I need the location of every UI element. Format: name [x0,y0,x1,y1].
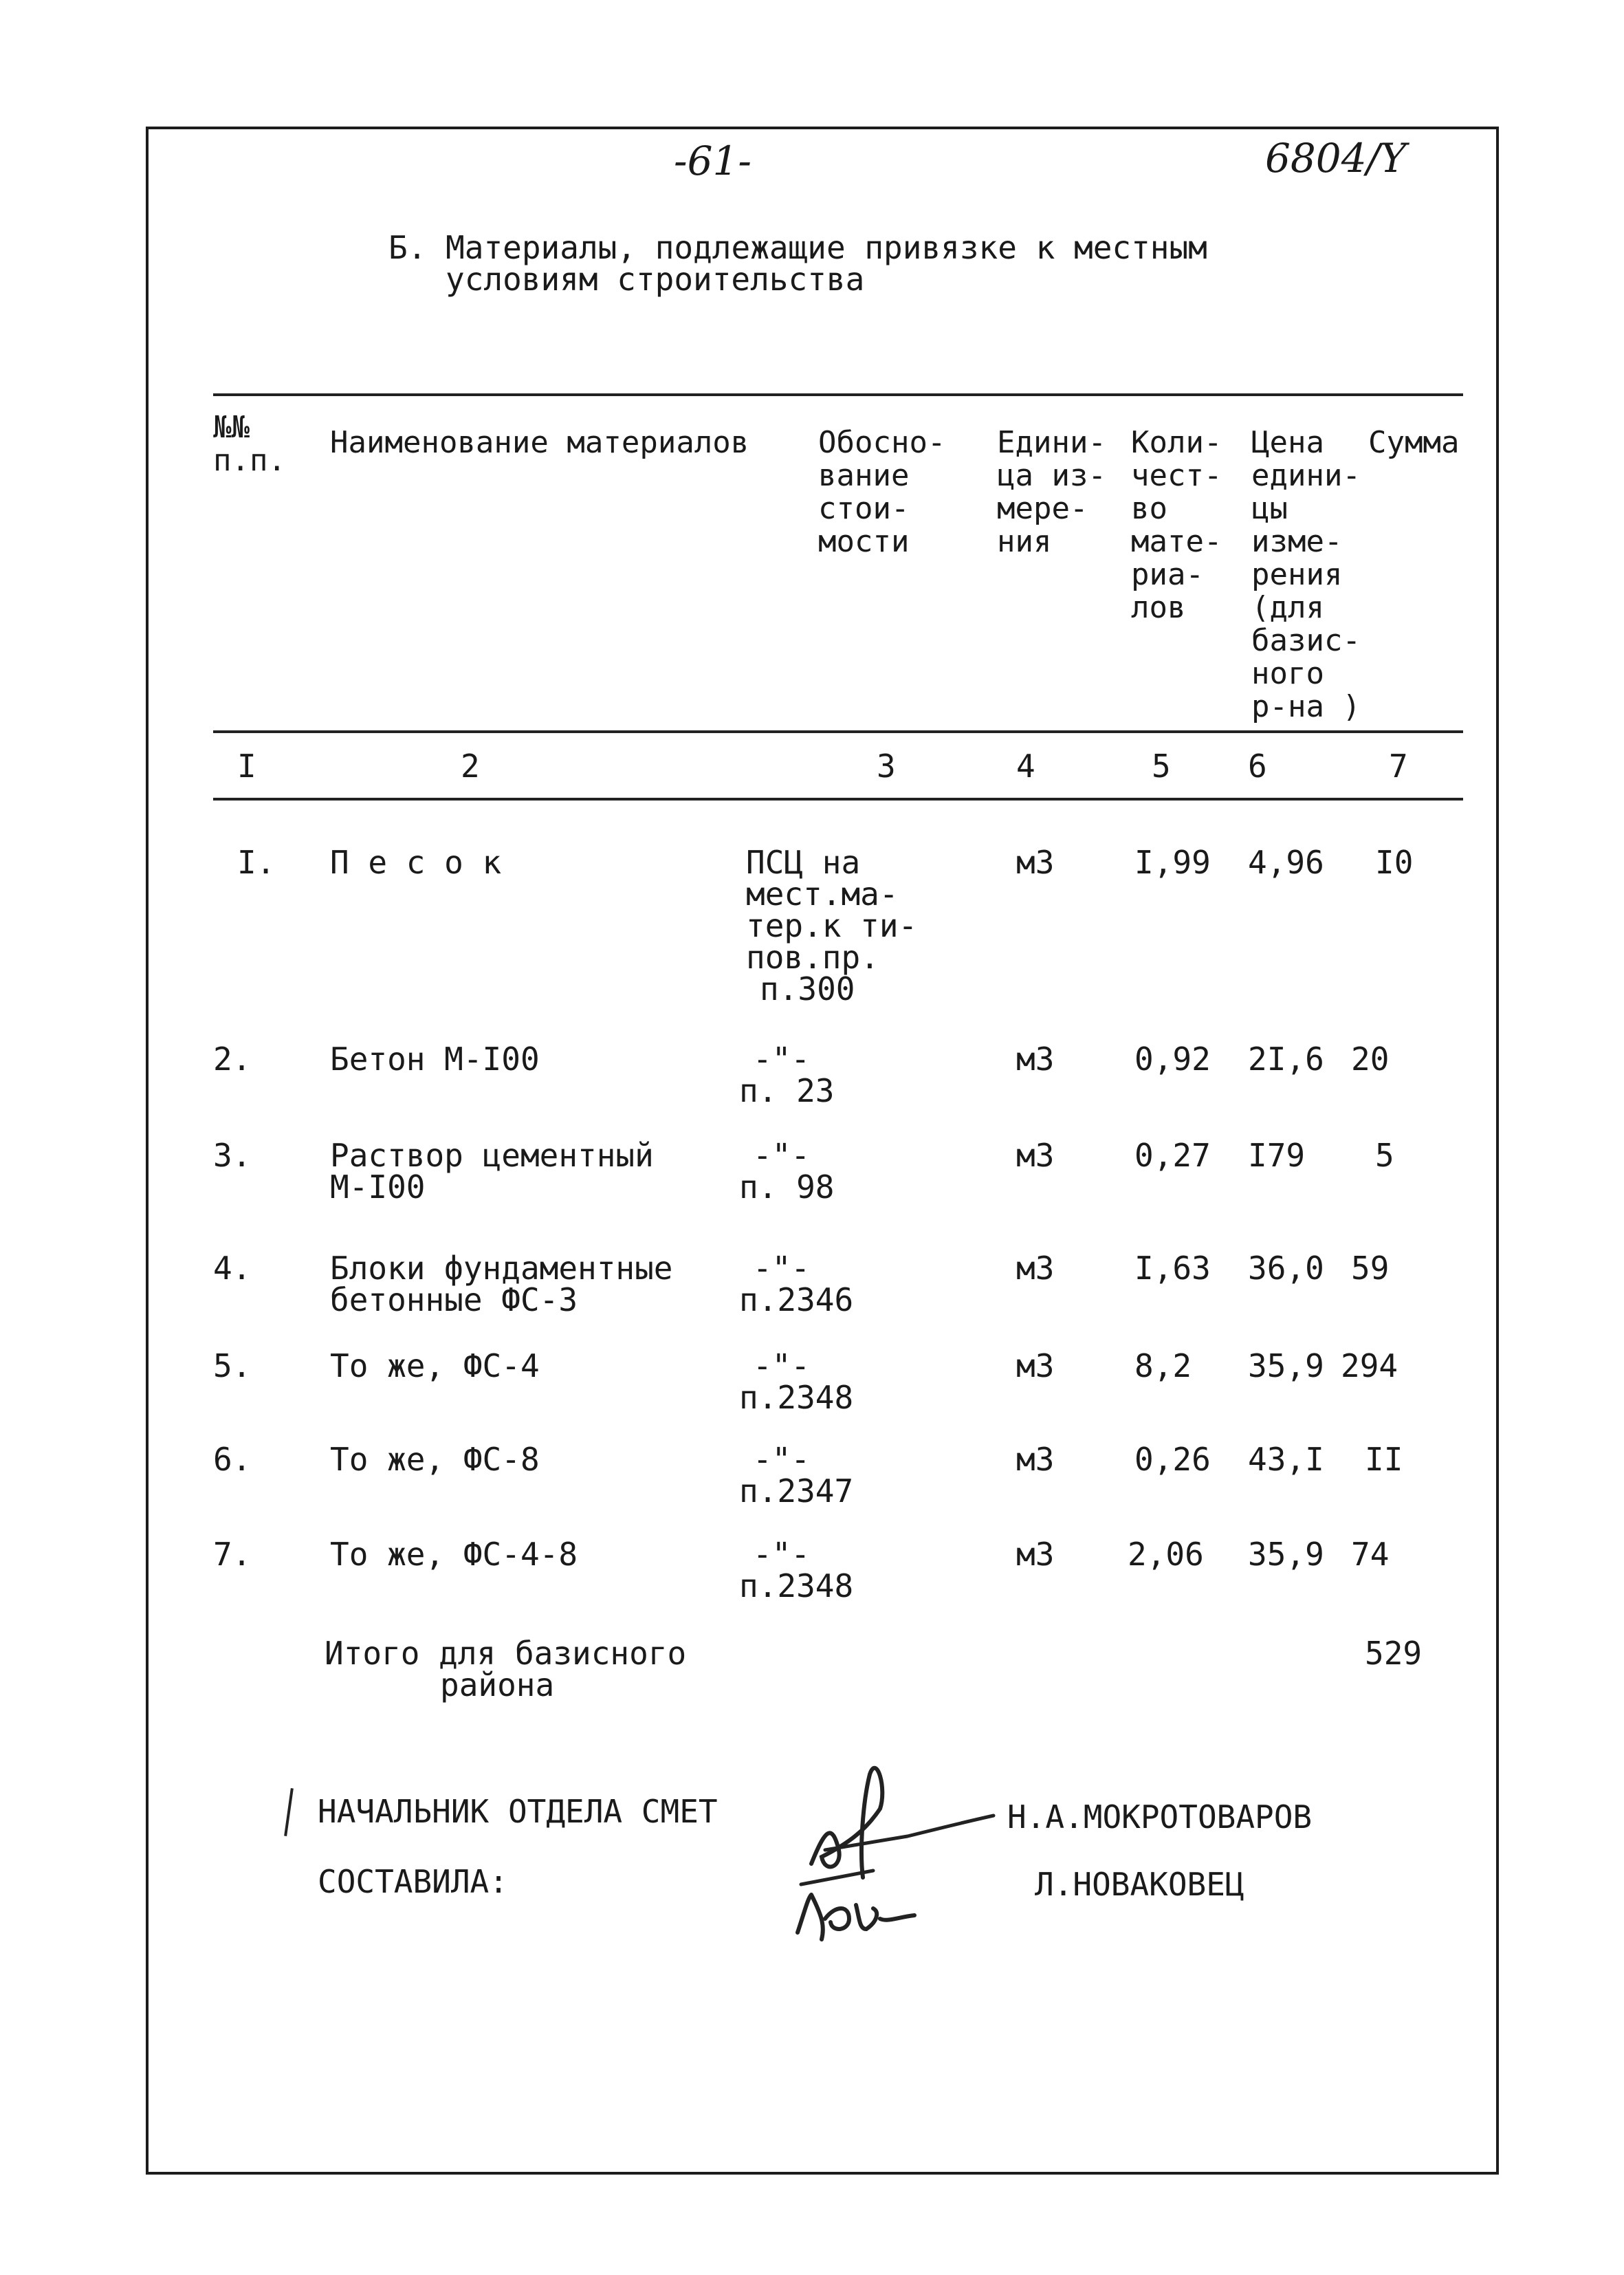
row-name-line: бетонные ФС-3 [330,1281,578,1318]
row-number: 6. [213,1441,252,1478]
row-basis-line: п.2348 [739,1567,854,1604]
table-top-rule [213,393,1463,396]
row-number: 2. [213,1041,252,1078]
row-price: 4,96 [1248,844,1324,881]
header-bottom-rule [213,730,1463,733]
row-name-line: Бетон М-I00 [330,1041,540,1078]
row-basis-line: -"- [753,1536,811,1573]
section-title-line1: Б. Материалы, подлежащие привязке к местным [388,229,1207,266]
row-price: 35,9 [1248,1536,1324,1573]
document-code: 6804/Y [1265,135,1407,182]
row-qty: 2,06 [1128,1536,1204,1573]
row-name-line: Блоки фундаментные [330,1250,673,1287]
row-sum: 20 [1351,1041,1390,1078]
row-price: 36,0 [1248,1250,1324,1287]
row-sum: 59 [1351,1250,1390,1287]
col-header-sum: Сумма [1368,425,1460,460]
row-unit: м3 [1016,1137,1055,1174]
row-qty: 0,26 [1134,1441,1211,1478]
row-sum: 294 [1341,1347,1398,1384]
signature-role-2: СОСТАВИЛА: [318,1863,508,1900]
col-number-1: I [237,748,256,785]
row-number: I. [237,844,276,881]
col-header-qty: Коли- чест- во мате- риа- лов [1131,425,1222,625]
col-number-7: 7 [1389,748,1408,785]
row-price: 2I,6 [1248,1041,1324,1078]
row-unit: м3 [1016,1250,1055,1287]
row-basis-line: пов.пр. [746,939,879,976]
row-basis-line: -"- [753,1041,811,1078]
row-sum: I0 [1375,844,1414,881]
handwritten-signatures [784,1747,1004,1946]
total-value: 529 [1365,1635,1423,1672]
row-unit: м3 [1016,844,1055,881]
row-name-line: То же, ФС-8 [330,1441,540,1478]
col-header-basis: Обосно- вание стои- мости [818,425,946,559]
row-unit: м3 [1016,1536,1055,1573]
col-number-5: 5 [1152,748,1171,785]
row-basis-line: п. 23 [739,1072,835,1109]
row-number: 4. [213,1250,252,1287]
row-price: 43,I [1248,1441,1324,1478]
row-basis-line: п.2347 [739,1472,854,1510]
row-basis-line: п. 98 [739,1168,835,1206]
row-name-line: То же, ФС-4-8 [330,1536,578,1573]
row-sum: 74 [1351,1536,1390,1573]
numbers-bottom-rule [213,798,1463,801]
row-basis-line: мест.ма- [746,875,899,913]
row-price: 35,9 [1248,1347,1324,1384]
row-name-line: П е с о к [330,844,502,881]
row-qty: 0,27 [1134,1137,1211,1174]
row-name-line: Раствор цементный [330,1137,654,1174]
row-name-line: М-I00 [330,1168,426,1206]
signature-role-1: НАЧАЛЬНИК ОТДЕЛА СМЕТ [318,1793,718,1830]
row-number: 7. [213,1536,252,1573]
row-basis-line: ПСЦ на [746,844,861,881]
col-header-name: Наименование материалов [330,425,749,460]
total-label-line1: Итого для базисного [325,1635,687,1672]
row-qty: I,99 [1134,844,1211,881]
col-number-6: 6 [1248,748,1267,785]
col-header-unit: Едини- ца из- мере- ния [997,425,1106,559]
row-basis-line: п.300 [760,970,855,1008]
row-basis-line: п.2346 [739,1281,854,1318]
row-basis-line: -"- [753,1250,811,1287]
row-number: 5. [213,1347,252,1384]
col-header-num: №№ п.п. [213,410,286,478]
section-title-line2: условиям строительства [446,261,865,298]
row-price: I79 [1248,1137,1306,1174]
col-header-price: Цена едини- цы изме- рения (для базис- ного р-на ) [1251,425,1361,724]
row-basis-line: -"- [753,1137,811,1174]
row-qty: 0,92 [1134,1041,1211,1078]
col-number-2: 2 [461,748,480,785]
col-number-4: 4 [1016,748,1035,785]
row-qty: 8,2 [1134,1347,1192,1384]
row-unit: м3 [1016,1347,1055,1384]
signature-name-1: Н.А.МОКРОТОВАРОВ [1007,1798,1313,1836]
col-number-3: 3 [877,748,896,785]
row-basis-line: п.2348 [739,1379,854,1416]
row-qty: I,63 [1134,1250,1211,1287]
row-unit: м3 [1016,1041,1055,1078]
row-sum: 5 [1375,1137,1394,1174]
page-number: -61- [674,138,751,184]
row-sum: II [1365,1441,1403,1478]
row-basis-line: -"- [753,1347,811,1384]
row-name-line: То же, ФС-4 [330,1347,540,1384]
row-unit: м3 [1016,1441,1055,1478]
signature-name-2: Л.НОВАКОВЕЦ [1035,1866,1244,1903]
total-label-line2: района [440,1666,555,1703]
row-basis-line: тер.к ти- [746,907,918,944]
row-basis-line: -"- [753,1441,811,1478]
row-number: 3. [213,1137,252,1174]
